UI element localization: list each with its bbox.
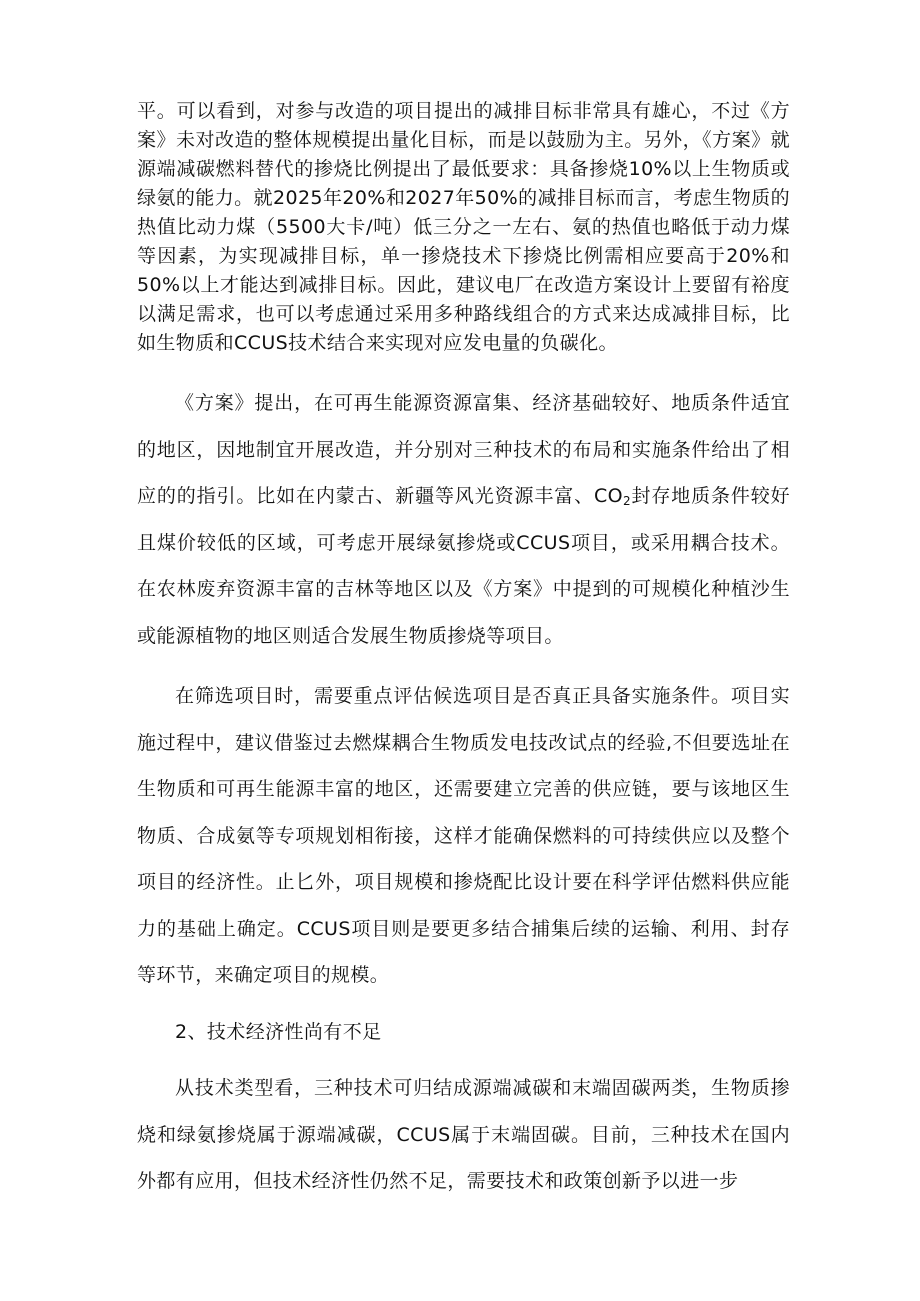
- body-paragraph: 在筛选项目时，需要重点评估候选项目是否真正具备实施条件。项目实施过程中，建议借鉴过去燃煤耦合生物质发电技改试点的经验,不但要选址在生物质和可再生能源丰富的地区，还需要建立完善的供应链，要与该地区生物质、合成氨等专项规划相衔接，这样才能确保燃料的可持续供应以及整个项目的经济性。止匕外，项目规模和掺烧配比设计要在科学评估燃料供应能力的基础上确定。CCUS项目则是要更多结合捕集后续的运输、利用、封存等环节，来确定项目的规模。: [137, 685, 790, 986]
- paragraph-text: 《方案》提出，在可再生能源资源富集、经济基础较好、地质条件适宜的地区，因地制宜开展改造，并分别对三种技术的布局和实施条件给出了相应的的指引。比如在内蒙古、新疆等风光资源丰富、CO: [137, 392, 790, 507]
- section-heading: 2、技术经济性尚有不足: [175, 1020, 382, 1043]
- body-paragraph: 平。可以看到，对参与改造的项目提出的减排目标非常具有雄心，不过《方案》未对改造的整体规模提出量化目标，而是以鼓励为主。另外，《方案》就源端减碳燃料替代的掺烧比例提出了最低要求：具备掺烧10%以上生物质或绿氨的能力。就2025年20%和2027年50%的减排目标而言，考虑生物质的热值比动力煤（5500大卡/吨）低三分之一左右、氨的热值也略低于动力煤等因素，为实现减排目标，单一掺烧技术下掺烧比例需相应要高于20%和50%以上才能达到减排目标。因此，建议电厂在改造方案设计上要留有裕度以满足需求，也可以考虑通过采用多种路线组合的方式来达成减排目标，比如生物质和CCUS技术结合来实现对应发电量的负碳化。: [137, 100, 790, 354]
- body-paragraph: [137, 380, 790, 659]
- subscript-text: 2: [623, 494, 632, 508]
- paragraph-text: 封存地质条件较好且煤价较低的区域，可考虑开展绿氨掺烧或CCUS项目，或采用耦合技术。在农林废弃资源丰富的吉林等地区以及《方案》中提到的可规模化种植沙生或能源植物的地区则适合发展生物质掺烧等项目。: [137, 485, 790, 647]
- body-paragraph: 从技术类型看，三种技术可归结成源端减碳和末端固碳两类，生物质掺烧和绿氨掺烧属于源端减碳，CCUS属于末端固碳。目前，三种技术在国内外都有应用，但技术经济性仍然不足，需要技术和政策创新予以进一步: [137, 1077, 790, 1192]
